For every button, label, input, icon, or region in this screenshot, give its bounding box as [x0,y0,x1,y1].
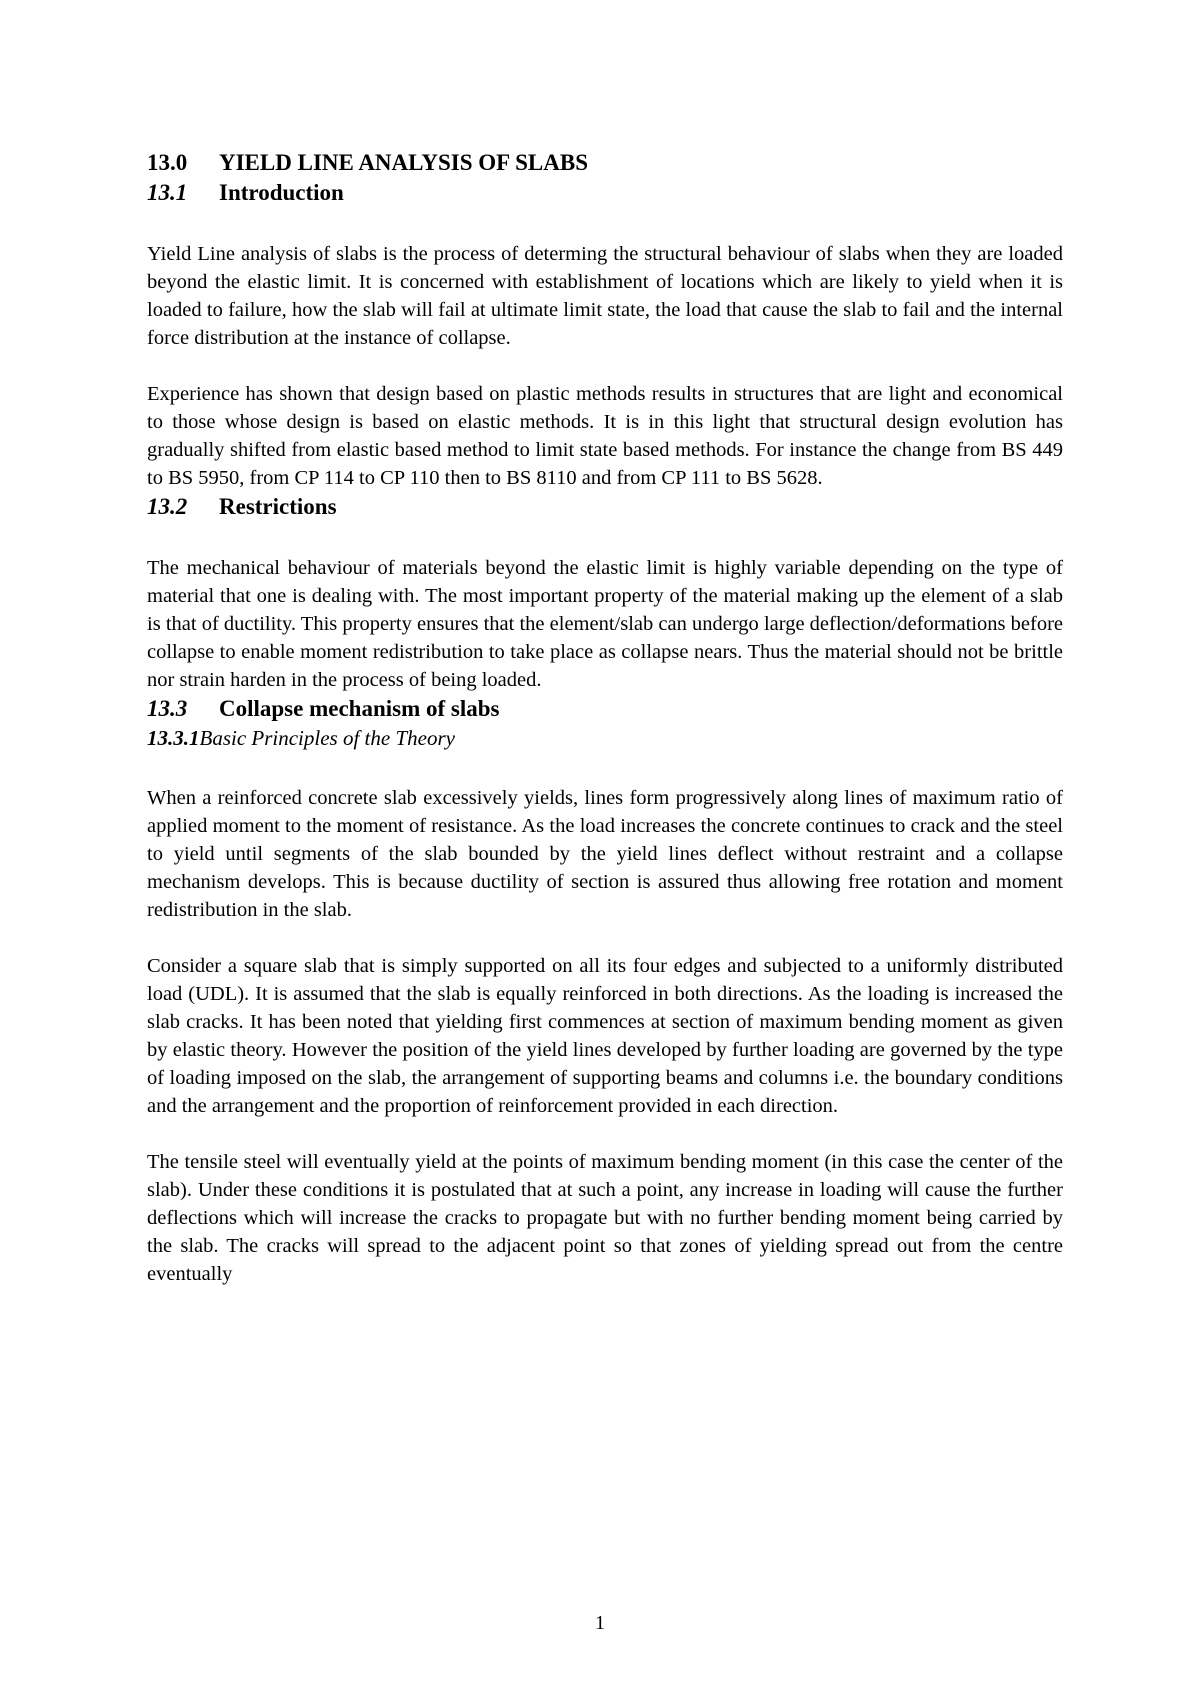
paragraph: Experience has shown that design based on plastic methods results in structures that are light and economical to those whose design is based on elastic methods. It is in this light that structural design evolution has gradually shifted from elastic based method to limit state based methods. For instance the change from BS 449 to BS 5950, from CP 114 to CP 110 then to BS 8110 and from CP 111 to BS 5628. [147,383,1063,489]
section-number: 13.3 [147,696,188,721]
subsection-heading-text: Basic Principles of the Theory [199,726,455,750]
section-heading-collapse-mechanism [147,694,1063,724]
paragraph: Yield Line analysis of slabs is the process of determing the structural behaviour of slabs when they are loaded beyond the elastic limit. It is concerned with establishment of locations which are likely to yield when it is loaded to failure, how the slab will fail at ultimate limit state, the load that cause the slab to fail and the internal force distribution at the instance of collapse. [147,243,1063,349]
section-number: 13.2 [147,494,188,519]
paragraph: Consider a square slab that is simply supported on all its four edges and subjected to a uniformly distributed load (UDL). It is assumed that the slab is equally reinforced in both directions. As the loading is increased the slab cracks. It has been noted that yielding first commences at section of maximum bending moment as given by elastic theory. However the position of the yield lines developed by further loading are governed by the type of loading imposed on the slab, the arrangement of supporting beams and columns i.e. the boundary conditions and the arrangement and the proportion of reinforcement provided in each direction. [147,955,1063,1117]
page-number: 1 [595,1612,605,1634]
section-heading-text: Collapse mechanism of slabs [219,696,500,721]
chapter-number: 13.0 [147,150,188,175]
section-heading-text: Introduction [219,180,344,205]
chapter-title-text: YIELD LINE ANALYSIS OF SLABS [219,150,588,175]
subsection-number: 13.3.1 [147,726,200,750]
paragraph: The tensile steel will eventually yield at the points of maximum bending moment (in this case the center of the slab). Under these conditions it is postulated that at such a point, any increase in loading will cause the further deflections which will increase the cracks to propagate but with no further bending moment being carried by the slab. The cracks will spread to the adjacent point so that zones of yielding spread out from the centre eventually [147,1151,1063,1285]
subsection-heading-basic-principles [147,724,1063,752]
paragraph: The mechanical behaviour of materials beyond the elastic limit is highly variable depending on the type of material that one is dealing with. The most important property of the material making up the element of a slab is that of ductility. This property ensures that the element/slab can undergo large deflection/deformations before collapse to enable moment redistribution to take place as collapse nears. Thus the material should not be brittle nor strain harden in the process of being loaded. [147,557,1063,691]
section-heading-text: Restrictions [219,494,337,519]
section-number: 13.1 [147,180,188,205]
page-content [147,148,1063,1288]
chapter-title [147,148,1063,178]
section-heading-restrictions [147,492,1063,522]
paragraph: When a reinforced concrete slab excessively yields, lines form progressively along lines of maximum ratio of applied moment to the moment of resistance. As the load increases the concrete continues to crack and the steel to yield until segments of the slab bounded by the yield lines deflect without restraint and a collapse mechanism develops. This is because ductility of section is assured thus allowing free rotation and moment redistribution in the slab. [147,787,1063,921]
section-heading-introduction [147,178,1063,208]
